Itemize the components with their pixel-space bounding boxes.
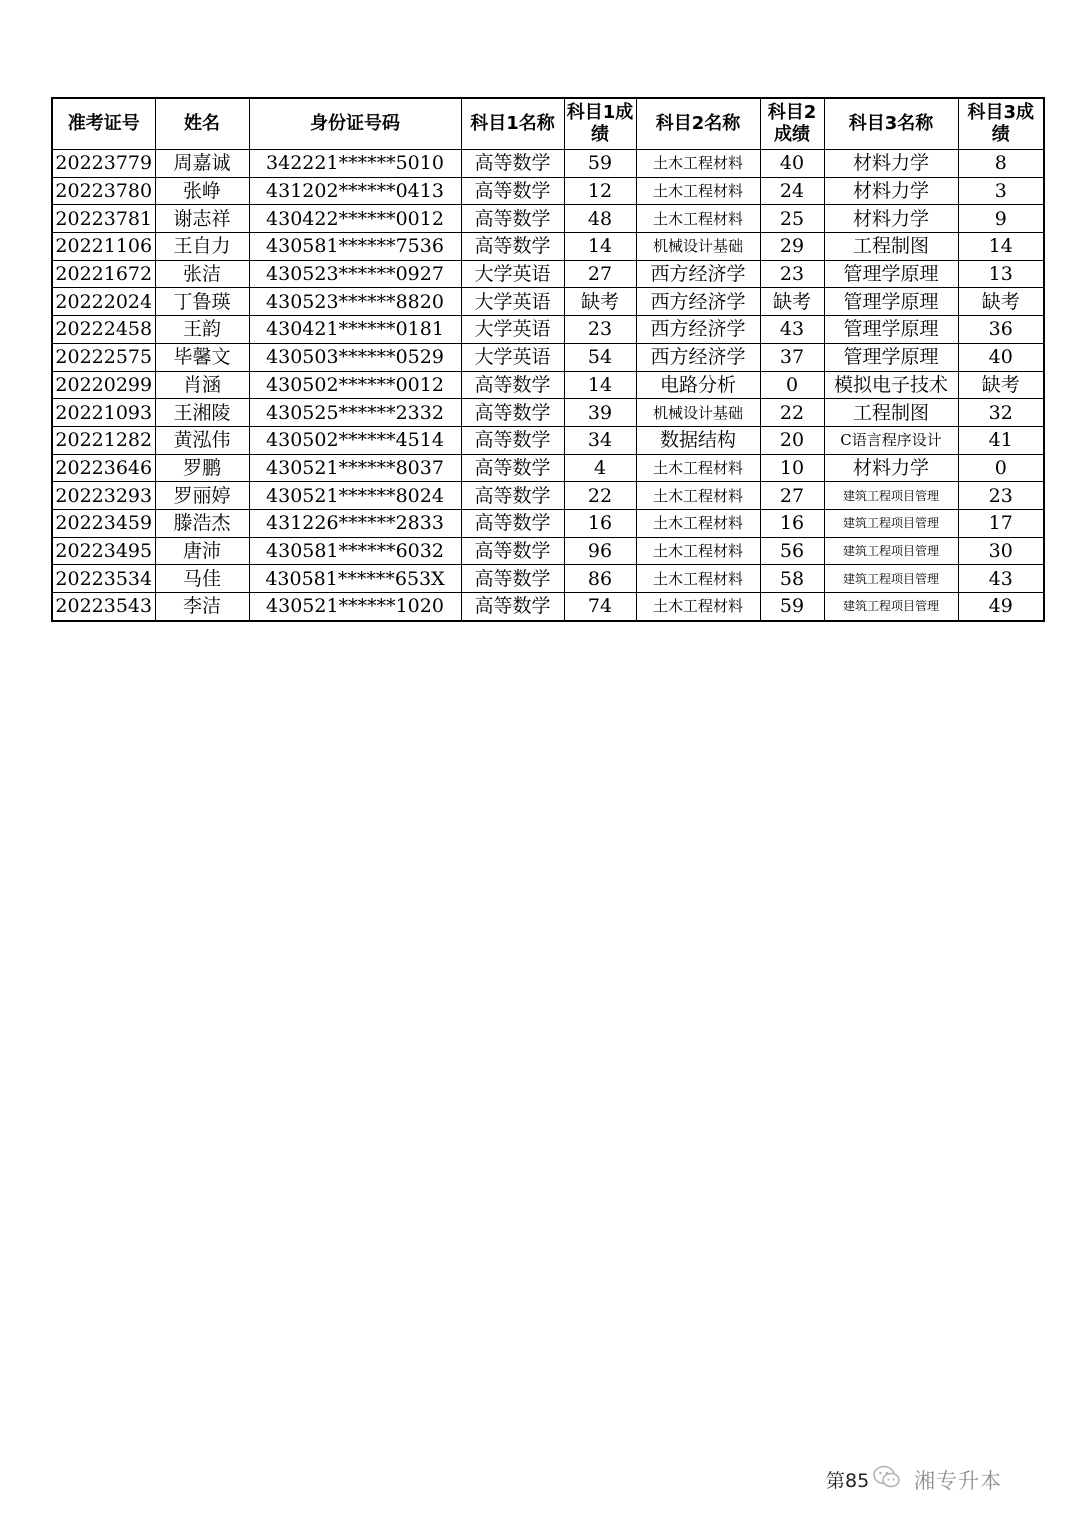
table-body xyxy=(52,150,1044,621)
cell-subject1-score: 86 xyxy=(564,565,636,593)
cell-subject3-name: 材料力学 xyxy=(824,205,958,233)
table-row xyxy=(52,260,1044,288)
cell-id-number: 431202******0413 xyxy=(249,177,461,205)
table-row xyxy=(52,371,1044,399)
page-footer xyxy=(826,1463,1056,1493)
table-row xyxy=(52,454,1044,482)
cell-subject1-name: 高等数学 xyxy=(461,233,564,261)
cell-subject2-score: 24 xyxy=(760,177,824,205)
page-number: 第85 xyxy=(826,1470,870,1492)
cell-subject3-name: 建筑工程项目管理 xyxy=(824,537,958,565)
cell-subject3-score: 32 xyxy=(958,399,1044,427)
header-subject3-score: 科目3成绩 xyxy=(958,98,1044,150)
cell-id-number: 430581******7536 xyxy=(249,233,461,261)
cell-subject2-score: 20 xyxy=(760,426,824,454)
cell-subject2-name: 土木工程材料 xyxy=(636,593,760,621)
cell-subject2-name: 西方经济学 xyxy=(636,316,760,344)
cell-id-number: 430525******2332 xyxy=(249,399,461,427)
table-row xyxy=(52,233,1044,261)
cell-subject1-name: 高等数学 xyxy=(461,454,564,482)
cell-exam-number: 20223780 xyxy=(52,177,155,205)
cell-id-number: 430503******0529 xyxy=(249,343,461,371)
cell-subject2-name: 西方经济学 xyxy=(636,260,760,288)
cell-subject3-name: 建筑工程项目管理 xyxy=(824,593,958,621)
cell-subject2-score: 58 xyxy=(760,565,824,593)
cell-subject3-name: 管理学原理 xyxy=(824,288,958,316)
table-row xyxy=(52,509,1044,537)
table-row xyxy=(52,316,1044,344)
cell-subject2-score: 37 xyxy=(760,343,824,371)
cell-subject3-score: 40 xyxy=(958,343,1044,371)
table-row xyxy=(52,426,1044,454)
cell-id-number: 430502******0012 xyxy=(249,371,461,399)
header-row xyxy=(52,98,1044,150)
wechat-icon xyxy=(872,1463,902,1491)
cell-exam-number: 20222024 xyxy=(52,288,155,316)
cell-subject2-score: 29 xyxy=(760,233,824,261)
cell-subject3-name: 管理学原理 xyxy=(824,316,958,344)
cell-subject1-name: 大学英语 xyxy=(461,343,564,371)
table-row xyxy=(52,482,1044,510)
cell-subject3-name: 工程制图 xyxy=(824,399,958,427)
cell-subject2-name: 机械设计基础 xyxy=(636,233,760,261)
cell-subject2-score: 27 xyxy=(760,482,824,510)
cell-subject1-name: 高等数学 xyxy=(461,537,564,565)
cell-subject1-name: 高等数学 xyxy=(461,205,564,233)
cell-subject2-score: 59 xyxy=(760,593,824,621)
cell-subject2-name: 土木工程材料 xyxy=(636,537,760,565)
cell-subject2-score: 16 xyxy=(760,509,824,537)
cell-exam-number: 20223543 xyxy=(52,593,155,621)
cell-name: 王自力 xyxy=(155,233,249,261)
cell-subject3-score: 49 xyxy=(958,593,1044,621)
cell-subject1-name: 高等数学 xyxy=(461,565,564,593)
cell-name: 王湘陵 xyxy=(155,399,249,427)
table-row xyxy=(52,288,1044,316)
cell-id-number: 430523******8820 xyxy=(249,288,461,316)
cell-subject1-name: 高等数学 xyxy=(461,150,564,178)
cell-subject1-score: 39 xyxy=(564,399,636,427)
cell-subject3-score: 缺考 xyxy=(958,288,1044,316)
cell-subject2-name: 机械设计基础 xyxy=(636,399,760,427)
cell-subject2-score: 25 xyxy=(760,205,824,233)
cell-exam-number: 20222575 xyxy=(52,343,155,371)
cell-subject3-score: 41 xyxy=(958,426,1044,454)
cell-exam-number: 20222458 xyxy=(52,316,155,344)
cell-subject1-score: 16 xyxy=(564,509,636,537)
cell-exam-number: 20221093 xyxy=(52,399,155,427)
table-row xyxy=(52,343,1044,371)
cell-name: 周嘉诚 xyxy=(155,150,249,178)
cell-subject2-score: 23 xyxy=(760,260,824,288)
cell-subject1-score: 74 xyxy=(564,593,636,621)
cell-subject2-score: 10 xyxy=(760,454,824,482)
cell-subject3-name: 材料力学 xyxy=(824,454,958,482)
cell-name: 张洁 xyxy=(155,260,249,288)
cell-name: 肖涵 xyxy=(155,371,249,399)
cell-subject1-score: 59 xyxy=(564,150,636,178)
cell-id-number: 430421******0181 xyxy=(249,316,461,344)
header-id-number: 身份证号码 xyxy=(249,98,461,150)
cell-subject1-name: 大学英语 xyxy=(461,288,564,316)
cell-subject2-name: 土木工程材料 xyxy=(636,565,760,593)
cell-exam-number: 20221106 xyxy=(52,233,155,261)
cell-exam-number: 20220299 xyxy=(52,371,155,399)
cell-subject3-name: 建筑工程项目管理 xyxy=(824,565,958,593)
cell-exam-number: 20223779 xyxy=(52,150,155,178)
cell-name: 毕馨文 xyxy=(155,343,249,371)
cell-exam-number: 20223781 xyxy=(52,205,155,233)
cell-subject1-score: 34 xyxy=(564,426,636,454)
cell-subject3-score: 13 xyxy=(958,260,1044,288)
table-row xyxy=(52,537,1044,565)
cell-subject2-name: 西方经济学 xyxy=(636,288,760,316)
cell-id-number: 430521******8037 xyxy=(249,454,461,482)
table-row xyxy=(52,399,1044,427)
table-row xyxy=(52,565,1044,593)
cell-subject1-score: 14 xyxy=(564,371,636,399)
cell-subject2-name: 土木工程材料 xyxy=(636,205,760,233)
cell-subject1-name: 高等数学 xyxy=(461,371,564,399)
cell-subject3-name: 建筑工程项目管理 xyxy=(824,509,958,537)
cell-name: 唐沛 xyxy=(155,537,249,565)
cell-subject1-score: 22 xyxy=(564,482,636,510)
cell-subject1-score: 12 xyxy=(564,177,636,205)
cell-subject3-score: 30 xyxy=(958,537,1044,565)
cell-name: 罗鹏 xyxy=(155,454,249,482)
cell-name: 丁鲁瑛 xyxy=(155,288,249,316)
cell-id-number: 430523******0927 xyxy=(249,260,461,288)
cell-exam-number: 20223293 xyxy=(52,482,155,510)
cell-subject1-score: 23 xyxy=(564,316,636,344)
cell-subject2-name: 土木工程材料 xyxy=(636,177,760,205)
cell-id-number: 430521******8024 xyxy=(249,482,461,510)
cell-subject2-name: 土木工程材料 xyxy=(636,482,760,510)
table-row xyxy=(52,177,1044,205)
score-table xyxy=(51,97,1045,622)
cell-name: 张峥 xyxy=(155,177,249,205)
cell-subject2-name: 土木工程材料 xyxy=(636,454,760,482)
cell-subject2-score: 22 xyxy=(760,399,824,427)
cell-id-number: 430581******6032 xyxy=(249,537,461,565)
cell-subject2-score: 缺考 xyxy=(760,288,824,316)
cell-subject1-name: 高等数学 xyxy=(461,593,564,621)
cell-name: 李洁 xyxy=(155,593,249,621)
cell-subject1-name: 大学英语 xyxy=(461,260,564,288)
cell-name: 谢志祥 xyxy=(155,205,249,233)
cell-subject1-score: 4 xyxy=(564,454,636,482)
table-row xyxy=(52,593,1044,621)
cell-subject1-score: 27 xyxy=(564,260,636,288)
cell-subject3-name: 管理学原理 xyxy=(824,260,958,288)
cell-subject1-name: 高等数学 xyxy=(461,509,564,537)
table-row xyxy=(52,150,1044,178)
cell-subject1-name: 高等数学 xyxy=(461,399,564,427)
cell-subject3-name: C语言程序设计 xyxy=(824,426,958,454)
header-name: 姓名 xyxy=(155,98,249,150)
cell-subject3-name: 工程制图 xyxy=(824,233,958,261)
cell-name: 黄泓伟 xyxy=(155,426,249,454)
cell-subject3-score: 23 xyxy=(958,482,1044,510)
cell-subject3-score: 17 xyxy=(958,509,1044,537)
cell-exam-number: 20223495 xyxy=(52,537,155,565)
table-header xyxy=(52,98,1044,150)
cell-subject2-score: 43 xyxy=(760,316,824,344)
cell-subject1-score: 缺考 xyxy=(564,288,636,316)
cell-subject3-name: 建筑工程项目管理 xyxy=(824,482,958,510)
cell-exam-number: 20223534 xyxy=(52,565,155,593)
cell-exam-number: 20221672 xyxy=(52,260,155,288)
cell-name: 王韵 xyxy=(155,316,249,344)
cell-subject3-name: 材料力学 xyxy=(824,150,958,178)
cell-subject2-name: 电路分析 xyxy=(636,371,760,399)
cell-subject2-score: 0 xyxy=(760,371,824,399)
cell-subject3-score: 缺考 xyxy=(958,371,1044,399)
cell-exam-number: 20221282 xyxy=(52,426,155,454)
table-row xyxy=(52,205,1044,233)
cell-subject2-name: 数据结构 xyxy=(636,426,760,454)
cell-name: 马佳 xyxy=(155,565,249,593)
cell-subject3-score: 14 xyxy=(958,233,1044,261)
header-subject1-score: 科目1成绩 xyxy=(564,98,636,150)
cell-subject3-score: 36 xyxy=(958,316,1044,344)
header-subject2-name: 科目2名称 xyxy=(636,98,760,150)
cell-subject1-name: 大学英语 xyxy=(461,316,564,344)
cell-subject3-score: 0 xyxy=(958,454,1044,482)
header-subject2-score: 科目2成绩 xyxy=(760,98,824,150)
header-subject3-name: 科目3名称 xyxy=(824,98,958,150)
watermark-text: 湘专升本 xyxy=(914,1469,1002,1493)
cell-subject1-score: 96 xyxy=(564,537,636,565)
cell-subject1-name: 高等数学 xyxy=(461,482,564,510)
cell-subject1-score: 48 xyxy=(564,205,636,233)
cell-name: 滕浩杰 xyxy=(155,509,249,537)
cell-subject1-name: 高等数学 xyxy=(461,177,564,205)
cell-subject3-name: 材料力学 xyxy=(824,177,958,205)
cell-subject3-score: 3 xyxy=(958,177,1044,205)
cell-name: 罗丽婷 xyxy=(155,482,249,510)
cell-exam-number: 20223459 xyxy=(52,509,155,537)
header-exam-number: 准考证号 xyxy=(52,98,155,150)
cell-subject2-score: 56 xyxy=(760,537,824,565)
cell-subject2-name: 西方经济学 xyxy=(636,343,760,371)
header-subject1-name: 科目1名称 xyxy=(461,98,564,150)
cell-id-number: 342221******5010 xyxy=(249,150,461,178)
cell-subject3-name: 管理学原理 xyxy=(824,343,958,371)
cell-id-number: 430521******1020 xyxy=(249,593,461,621)
cell-subject2-name: 土木工程材料 xyxy=(636,150,760,178)
cell-id-number: 430422******0012 xyxy=(249,205,461,233)
cell-subject1-score: 54 xyxy=(564,343,636,371)
cell-id-number: 430502******4514 xyxy=(249,426,461,454)
cell-subject3-name: 模拟电子技术 xyxy=(824,371,958,399)
cell-subject3-score: 43 xyxy=(958,565,1044,593)
cell-subject1-score: 14 xyxy=(564,233,636,261)
cell-subject2-score: 40 xyxy=(760,150,824,178)
cell-subject1-name: 高等数学 xyxy=(461,426,564,454)
cell-id-number: 430581******653X xyxy=(249,565,461,593)
cell-id-number: 431226******2833 xyxy=(249,509,461,537)
cell-subject3-score: 8 xyxy=(958,150,1044,178)
cell-exam-number: 20223646 xyxy=(52,454,155,482)
cell-subject2-name: 土木工程材料 xyxy=(636,509,760,537)
cell-subject3-score: 9 xyxy=(958,205,1044,233)
